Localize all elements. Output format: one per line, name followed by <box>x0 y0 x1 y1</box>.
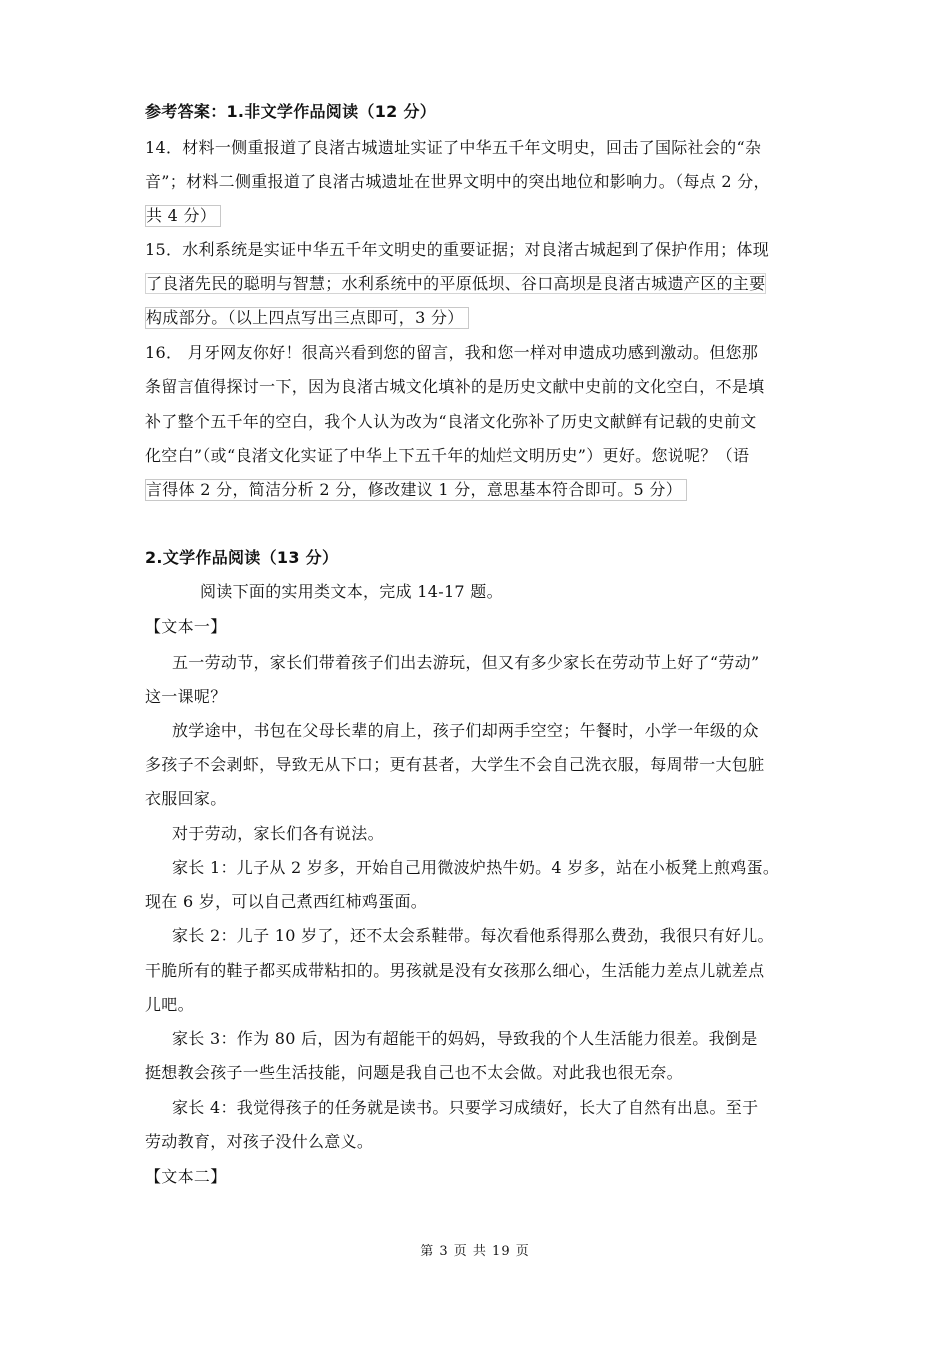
q16-line-5 <box>145 479 687 501</box>
q14-line-1: 14．材料一侧重报道了良渚古城遗址实证了中华五千年文明史，回击了国际社会的“杂 <box>145 138 762 157</box>
q15-line-2 <box>145 273 766 295</box>
p7-line-2: 劳动教育，对孩子没什么意义。 <box>145 1132 374 1151</box>
answers-heading: 参考答案：1.非文学作品阅读（12 分） <box>145 102 437 121</box>
q16-line-4: 化空白”（或“良渚文化实证了中华上下五千年的灿烂文明历史”）更好。您说呢？（语 <box>145 446 750 465</box>
p1-line-1: 五一劳动节，家长们带着孩子们出去游玩，但又有多少家长在劳动节上好了“劳动” <box>172 653 760 672</box>
q15-line-3 <box>145 307 469 329</box>
p2-line-3: 衣服回家。 <box>145 789 227 808</box>
p4-line-2: 现在 6 岁，可以自己煮西红柿鸡蛋面。 <box>145 892 428 911</box>
p5-line-1: 家长 2：儿子 10 岁了，还不太会系鞋带。每次看他系得那么费劲，我很只有好儿。 <box>172 926 774 945</box>
q15-line-1: 15．水利系统是实证中华五千年文明史的重要证据；对良渚古城起到了保护作用；体现 <box>145 240 770 259</box>
text1-label: 【文本一】 <box>145 617 227 636</box>
q15-score-box: 构成部分。（以上四点写出三点即可，3 分） <box>145 307 469 329</box>
p7-line-1: 家长 4：我觉得孩子的任务就是读书。只要学习成绩好，长大了自然有出息。至于 <box>172 1098 759 1117</box>
p2-line-1: 放学途中，书包在父母长辈的肩上，孩子们却两手空空；午餐时，小学一年级的众 <box>172 721 759 740</box>
q16-line-1: 16． 月牙网友你好！很高兴看到您的留言，我和您一样对申遗成功感到激动。但您那 <box>145 343 759 362</box>
p5-line-2: 干脆所有的鞋子都买成带粘扣的。男孩就是没有女孩那么细心，生活能力差点儿就差点 <box>145 961 765 980</box>
q16-line-3: 补了整个五千年的空白，我个人认为改为“良渚文化弥补了历史文献鲜有记载的史前文 <box>145 412 757 431</box>
p5-line-3: 儿吧。 <box>145 995 194 1014</box>
q14-line-3 <box>145 205 221 227</box>
p1-line-2: 这一课呢？ <box>145 687 227 706</box>
q15-line-2-text: 了良渚先民的聪明与智慧；水利系统中的平原低坝、谷口高坝是良渚古城遗产区的主要 <box>146 274 766 293</box>
section2-heading: 2.文学作品阅读（13 分） <box>145 548 339 567</box>
p3-line-1: 对于劳动，家长们各有说法。 <box>172 824 384 843</box>
section2-instruction: 阅读下面的实用类文本，完成 14-17 题。 <box>200 582 503 601</box>
q16-score-box: 言得体 2 分，简洁分析 2 分，修改建议 1 分，意思基本符合即可。5 分） <box>145 479 687 501</box>
text2-label: 【文本二】 <box>145 1167 227 1186</box>
page-footer: 第 3 页 共 19 页 <box>420 1244 530 1259</box>
p4-line-1: 家长 1：儿子从 2 岁多，开始自己用微波炉热牛奶。4 岁多，站在小板凳上煎鸡蛋。 <box>172 858 780 877</box>
p6-line-1: 家长 3：作为 80 后，因为有超能干的妈妈，导致我的个人生活能力很差。我倒是 <box>172 1029 758 1048</box>
q14-score-box: 共 4 分） <box>145 205 221 227</box>
q16-line-2: 条留言值得探讨一下，因为良渚古城文化填补的是历史文献中史前的文化空白，不是填 <box>145 377 765 396</box>
p2-line-2: 多孩子不会剥虾，导致无从下口；更有甚者，大学生不会自己洗衣服，每周带一大包脏 <box>145 755 765 774</box>
p6-line-2: 挺想教会孩子一些生活技能，问题是我自己也不太会做。对此我也很无奈。 <box>145 1063 683 1082</box>
q14-line-2: 音”；材料二侧重报道了良渚古城遗址在世界文明中的突出地位和影响力。（每点 2 分， <box>145 172 770 191</box>
